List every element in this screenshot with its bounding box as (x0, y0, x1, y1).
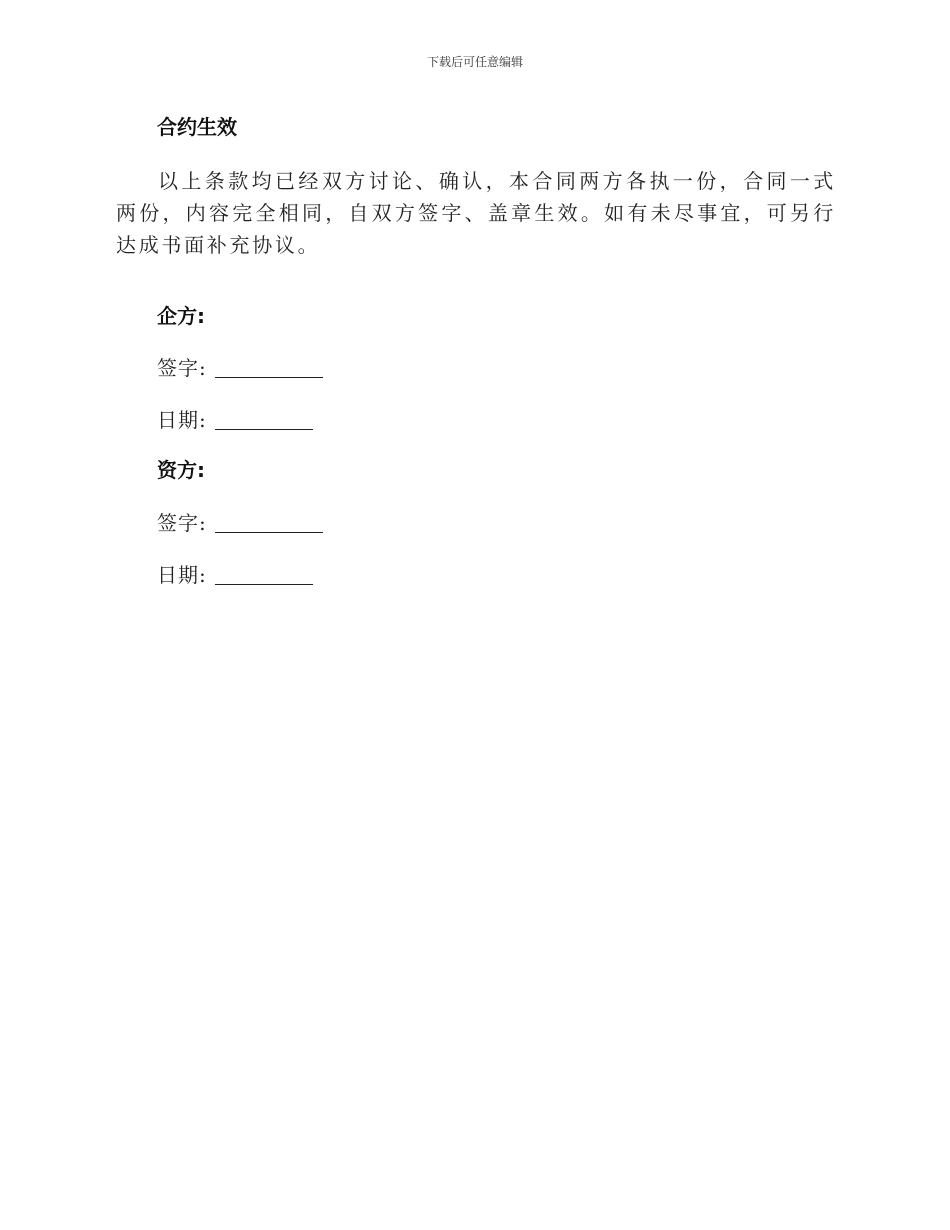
party-a-heading: 企方: (157, 304, 205, 328)
party-a-signature-label: 签字: (157, 356, 207, 380)
party-b-date-blank[interactable] (215, 564, 313, 585)
party-a-date-label: 日期: (157, 408, 207, 432)
party-b-signature-blank[interactable] (215, 512, 323, 533)
party-b-signature-line (157, 509, 323, 536)
party-a-signature-line (157, 354, 323, 381)
page-header: 下载后可任意编辑 (426, 55, 523, 69)
party-b-heading: 资方: (157, 458, 205, 482)
party-a-date-line (157, 406, 313, 433)
party-b-date-label: 日期: (157, 563, 207, 587)
contract-effect-paragraph: 以上条款均已经双方讨论、确认，本合同两方各执一份，合同一式两份，内容完全相同，自双方签字、盖章生效。如有未尽事宜，可另行达成书面补充协议。 (116, 169, 836, 257)
party-b-signature-label: 签字: (157, 511, 207, 535)
party-b-date-line (157, 561, 313, 588)
section-title: 合约生效 (157, 115, 237, 139)
party-a-date-blank[interactable] (215, 409, 313, 430)
party-a-signature-blank[interactable] (215, 357, 323, 378)
